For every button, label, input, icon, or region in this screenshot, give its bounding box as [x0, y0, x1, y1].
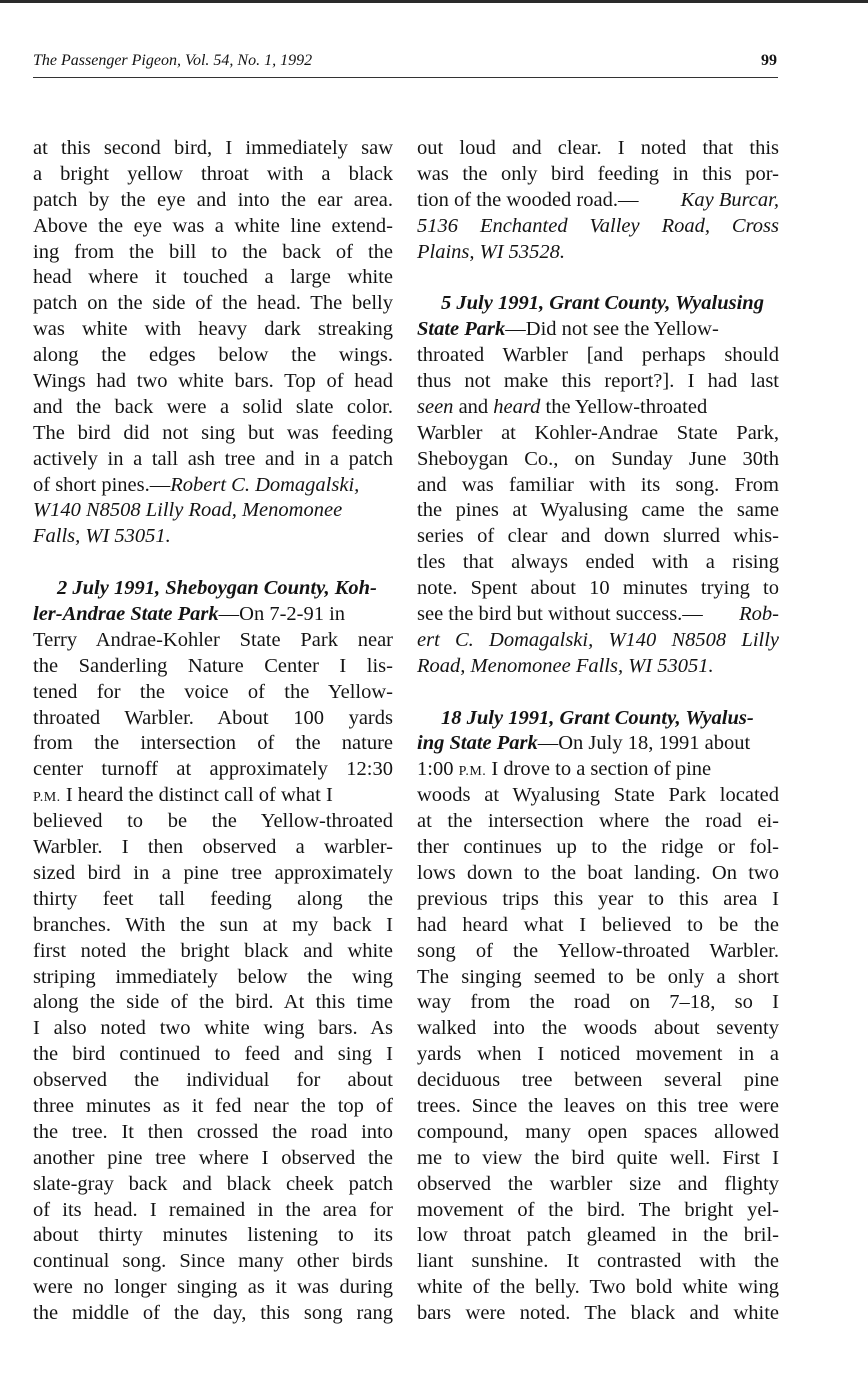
text-line: the pines at Wyalusing came the same: [417, 499, 779, 522]
text-line: along the edges below the wings.: [33, 344, 393, 367]
text-line: of its head. I remained in the area for: [33, 1198, 393, 1221]
text-line: the middle of the day, this song rang: [33, 1302, 393, 1325]
author-address: ert C. Domagalski, W140 N8508 Lilly: [417, 628, 779, 651]
text-line: patch by the eye and into the ear area.: [33, 188, 393, 211]
text-line: seen and heard the Yellow-throated: [417, 395, 708, 418]
text-line: tles that always ended with a rising: [417, 551, 779, 574]
text-line: first noted the bright black and white: [33, 939, 393, 962]
text-line: see the bird but without success.— Rob-: [417, 602, 779, 628]
text-line: deciduous tree between several pine: [417, 1069, 779, 1092]
text-line: a bright yellow throat with a black: [33, 162, 393, 185]
running-header: [33, 52, 777, 70]
text-line: believed to be the Yellow-throated: [33, 810, 393, 833]
text-line: liant sunshine. It contrasted with the: [417, 1250, 779, 1273]
report-entry: [417, 706, 779, 1327]
author-address: Plains, WI 53528.: [417, 240, 566, 263]
report-entry: [417, 291, 779, 679]
entry-heading: State Park: [417, 318, 506, 341]
text-line: walked into the woods about seventy: [417, 1017, 779, 1040]
entry-heading: ing State Park: [417, 732, 538, 755]
text-line: branches. With the sun at my back I: [33, 913, 393, 936]
text-line: observed the individual for about: [33, 1069, 393, 1092]
text-line: me to view the bird quite well. First I: [417, 1146, 779, 1169]
text-line: bars were noted. The black and white: [417, 1302, 779, 1325]
text-line: ther continues up to the ridge or fol-: [417, 836, 779, 859]
text-line: Warbler. I then observed a warbler-: [33, 836, 393, 859]
text-line: the tree. It then crossed the road into: [33, 1120, 393, 1143]
author-address: Falls, WI 53051.: [33, 525, 171, 548]
text-line: yards when I noticed movement in a: [417, 1043, 779, 1066]
text-line: Wings had two white bars. Top of head: [33, 370, 393, 393]
header-rule: [33, 77, 778, 78]
text-line: thirty feet tall feeding along the: [33, 887, 393, 910]
text-line: Above the eye was a white line extend-: [33, 214, 393, 237]
text-line: previous trips this year to this area I: [417, 887, 779, 910]
text-line: actively in a tall ash tree and in a patch: [33, 447, 393, 470]
entry-heading: 18 July 1991, Grant County, Wyalus-: [441, 706, 754, 729]
report-entry: [33, 576, 393, 1327]
text-line: tion of the wooded road.— Kay Burcar,: [417, 188, 779, 214]
text-line: observed the warbler size and flighty: [417, 1172, 779, 1195]
page-number: 99: [761, 52, 777, 69]
text-line: along the side of the bird. At this time: [33, 991, 393, 1014]
text-line: from the intersection of the nature: [33, 732, 393, 755]
text-line: sized bird in a pine tree approximately: [33, 861, 393, 884]
top-border: [0, 0, 868, 3]
text-line: Warbler at Kohler-Andrae State Park,: [417, 421, 779, 444]
text-line: slate-gray back and black cheek patch: [33, 1172, 393, 1195]
text-line: ler-Andrae State Park—On 7-2-91 in: [33, 603, 346, 626]
text-line: woods at Wyalusing State Park located: [417, 784, 779, 807]
text-line: out loud and clear. I noted that this: [417, 137, 779, 159]
text-line: movement of the bird. The bright yel-: [417, 1198, 779, 1221]
text-line: throated Warbler [and perhaps should: [417, 344, 779, 367]
text-line: of short pines.—Robert C. Domagalski,: [33, 473, 360, 496]
author-credit: Kay Burcar,: [680, 188, 779, 211]
text-line: and was familiar with its song. From: [417, 473, 779, 496]
text-line: way from the road on 7–18, so I: [417, 991, 779, 1014]
text-line: trees. Since the leaves on this tree were: [417, 1094, 779, 1117]
text-line: another pine tree where I observed the: [33, 1146, 393, 1169]
text-line: State Park—Did not see the Yellow-: [417, 318, 719, 341]
text-line: white of the belly. Two bold white wing: [417, 1276, 779, 1299]
entry-heading: 2 July 1991, Sheboygan County, Koh-: [57, 577, 377, 600]
author-address: W140 N8508 Lilly Road, Menomonee: [33, 499, 343, 522]
text-line: patch on the side of the head. The belly: [33, 292, 393, 315]
text-line: at this second bird, I immediately saw: [33, 137, 393, 159]
text-line: compound, many open spaces allowed: [417, 1120, 779, 1143]
right-column: [417, 136, 779, 1327]
text-line: at the intersection where the road ei-: [417, 810, 779, 833]
author-credit: Rob-: [739, 603, 779, 626]
text-line: head where it touched a large white: [33, 266, 393, 289]
text-line: song of the Yellow-throated Warbler.: [417, 939, 779, 962]
text-line: was white with heavy dark streaking: [33, 318, 393, 341]
text-line: center turnoff at approximately 12:30: [33, 758, 393, 781]
text-line: P.M. I heard the distinct call of what I: [33, 784, 333, 807]
text-line: Sheboygan Co., on Sunday June 30th: [417, 447, 779, 470]
text-line: ing from the bill to the back of the: [33, 240, 393, 263]
journal-title: The Passenger Pigeon, Vol. 54, No. 1, 1992: [33, 52, 313, 69]
text-line: striping immediately below the wing: [33, 965, 393, 988]
author-address: Road, Menomonee Falls, WI 53051.: [417, 654, 714, 677]
text-line: ing State Park—On July 18, 1991 about: [417, 732, 751, 755]
text-line: continual song. Since many other birds: [33, 1250, 393, 1273]
author-address: 5136 Enchanted Valley Road, Cross: [417, 214, 779, 237]
entry-heading: 5 July 1991, Grant County, Wyalusing: [441, 292, 764, 315]
left-column: [33, 136, 393, 1327]
text-line: The singing seemed to be only a short: [417, 965, 779, 988]
text-line: I also noted two white wing bars. As: [33, 1017, 393, 1040]
text-line: low throat patch gleamed in the bril-: [417, 1224, 779, 1247]
text-line: were no longer singing as it was during: [33, 1276, 393, 1299]
text-line: note. Spent about 10 minutes trying to: [417, 577, 779, 600]
text-line: The bird did not sing but was feeding: [33, 421, 393, 444]
text-line: had heard what I believed to be the: [417, 913, 779, 936]
author-credit: Robert C. Domagalski,: [170, 473, 360, 496]
text-line: tened for the voice of the Yellow-: [33, 680, 393, 703]
text-line: three minutes as it fed near the top of: [33, 1094, 393, 1117]
text-line: series of clear and down slurred whis-: [417, 525, 779, 548]
paragraph-continuation: [33, 136, 393, 550]
text-line: throated Warbler. About 100 yards: [33, 706, 393, 729]
text-line: Terry Andrae-Kohler State Park near: [33, 628, 393, 651]
text-line: was the only bird feeding in this por-: [417, 162, 779, 185]
text-line: and the back were a solid slate color.: [33, 395, 393, 418]
text-line: the Sanderling Nature Center I lis-: [33, 654, 393, 677]
text-line: the bird continued to feed and sing I: [33, 1043, 393, 1066]
entry-heading: ler-Andrae State Park: [33, 603, 219, 626]
text-line: thus not make this report?]. I had last: [417, 370, 779, 393]
paragraph-continuation: [417, 136, 779, 265]
text-line: about thirty minutes listening to its: [33, 1224, 393, 1247]
text-line: 1:00 P.M. I drove to a section of pine: [417, 758, 712, 781]
text-line: lows down to the boat landing. On two: [417, 861, 779, 884]
